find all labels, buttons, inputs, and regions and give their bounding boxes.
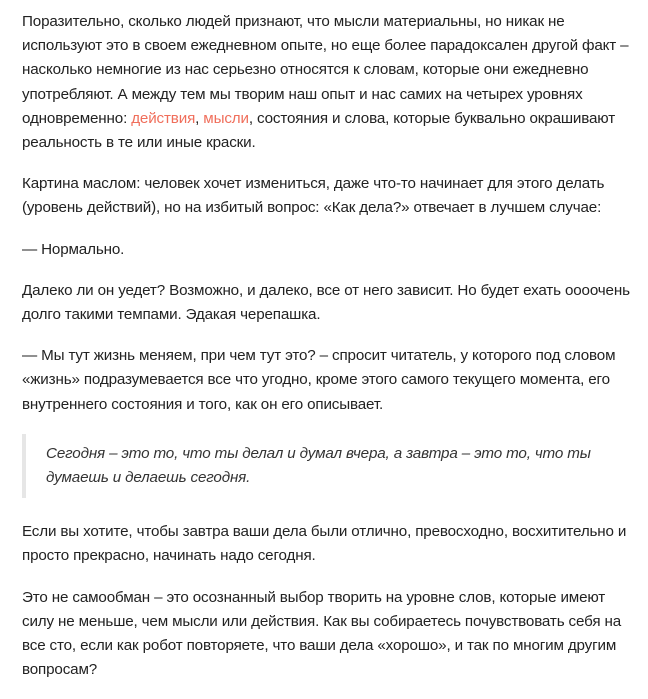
paragraph-intro: [22, 10, 640, 155]
paragraph-turtle: Далеко ли он уедет? Возможно, и далеко, все от него зависит. Но будет ехать оооочень долго такими темпами. Эдакая черепашка.: [22, 281, 630, 324]
paragraph-answer: — Нормально.: [22, 240, 125, 258]
paragraph-start-today: Если вы хотите, чтобы завтра ваши дела были отлично, превосходно, восхитительно и просто прекрасно, начинать надо сегодня.: [22, 523, 627, 565]
blockquote: [22, 434, 640, 498]
link-actions[interactable]: действия: [131, 109, 196, 127]
paragraph-conscious-choice: Это не самообман – это осознанный выбор творить на уровне слов, которые имеют силу не меньше, чем мысли или действия. Как вы собираетесь почувствовать себя на все сто, если как робот повторяете, что ваши дела «хорошо», и так по многим другим вопросам?: [22, 588, 621, 679]
paragraph-intro-text-end: , состояния и слова, которые буквально окрашивают реальность в те или иные краски.: [22, 109, 616, 152]
paragraph-picture: Картина маслом: человек хочет измениться, даже что-то начинает для этого делать (уровень действий), но на избитый вопрос: «Как дела?» отвечает в лучшем случае:: [22, 175, 605, 217]
paragraph-reader-question: — Мы тут жизнь меняем, при чем тут это? – спросит читатель, у которого под словом «жизнь» подразумевается все что угодно, кроме этого самого текущего момента, его внутреннего состояния и того, как он его описывает.: [22, 347, 616, 413]
link-thoughts[interactable]: мысли: [203, 109, 249, 127]
link-separator: ,: [195, 109, 204, 127]
paragraph-intro-text-start: Поразительно, сколько людей признают, что мысли материальны, но никак не используют это в своем ежедневном опыте, но еще более парадоксален другой факт – насколько немногие из нас серьезно относятся к словам, которые они ежедневно употребляют. А между тем мы творим наш опыт и нас самих на четырех уровнях одновременно:: [22, 13, 629, 127]
quote-text: Сегодня – это то, что ты делал и думал вчера, а завтра – это то, что ты думаешь и делаешь сегодня.: [46, 444, 591, 487]
